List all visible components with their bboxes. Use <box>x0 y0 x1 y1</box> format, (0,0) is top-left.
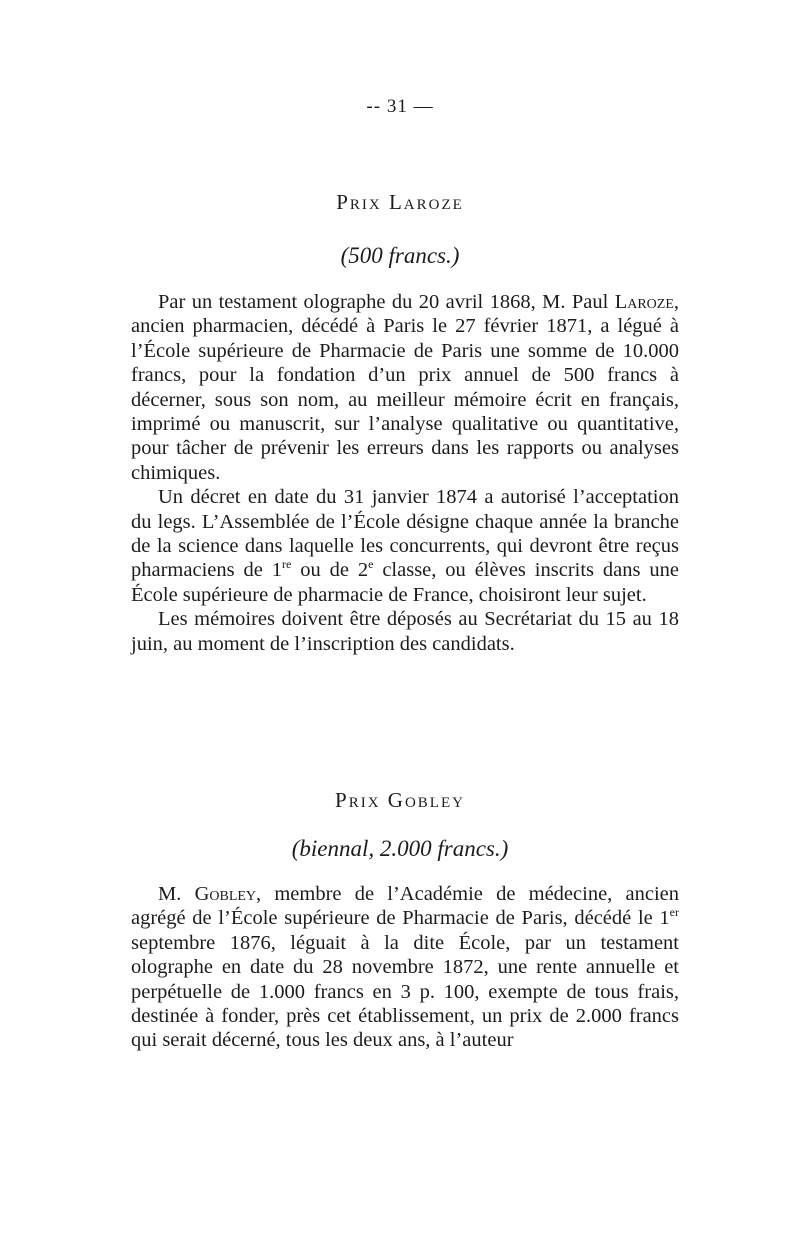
paragraph-laroze-decree: Un décret en date du 31 janvier 1874 a autorisé l’acceptation du legs. L’Assemblée de l’École désigne chaque année la branche de la science dans laquelle les concurrents, qui devront être reçus pharmaciens de 1re ou de 2e classe, ou élèves inscrits dans une École supérieure de pharmacie de France, choisiront leur sujet. <box>131 486 679 606</box>
section-subtitle-prix-laroze: (500 francs.) <box>340 243 460 268</box>
paragraph-laroze-bequest: Par un testament olographe du 20 avril 1868, M. Paul Laroze, ancien pharmacien, décédé à Paris le 27 février 1871, a légué à l’École supérieure de Pharmacie de Paris une somme de 10.000 francs, pour la fondation d’un prix annuel de 500 francs à décerner, sous son nom, au meilleur mémoire écrit en français, imprimé ou manuscrit, sur l’analyse qualitative ou quantitative, pour tâcher de prévenir les erreurs dans les rapports ou analyses chimiques. <box>131 291 679 484</box>
paragraph-laroze-deadline: Les mémoires doivent être déposés au Secrétariat du 15 au 18 juin, au moment de l’inscription des candidats. <box>131 608 679 655</box>
section-body-prix-laroze <box>131 290 679 656</box>
section-subtitle-prix-gobley: (biennal, 2.000 francs.) <box>291 836 509 861</box>
person-name: Laroze <box>614 291 674 313</box>
paragraph-gobley-bequest: M. Gobley, membre de l’Académie de médecine, ancien agrégé de l’École supérieure de Pharmacie de Paris, décédé le 1er septembre 1876, léguait à la dite École, par un testament olographe en date du 28 novembre 1872, une rente annuelle et perpétuelle de 1.000 francs en 3 p. 100, exempte de tous frais, destinée à fonder, près cet établissement, un prix de 2.000 francs qui serait décerné, tous les deux ans, à l’auteur <box>131 883 679 1052</box>
section-title-prix-laroze: Prix Laroze <box>336 190 464 214</box>
page-number: -- 31 — <box>366 96 434 117</box>
section-title-prix-gobley: Prix Gobley <box>335 788 465 812</box>
section-body-prix-gobley <box>131 882 679 1053</box>
person-name: Gobley <box>194 883 257 905</box>
